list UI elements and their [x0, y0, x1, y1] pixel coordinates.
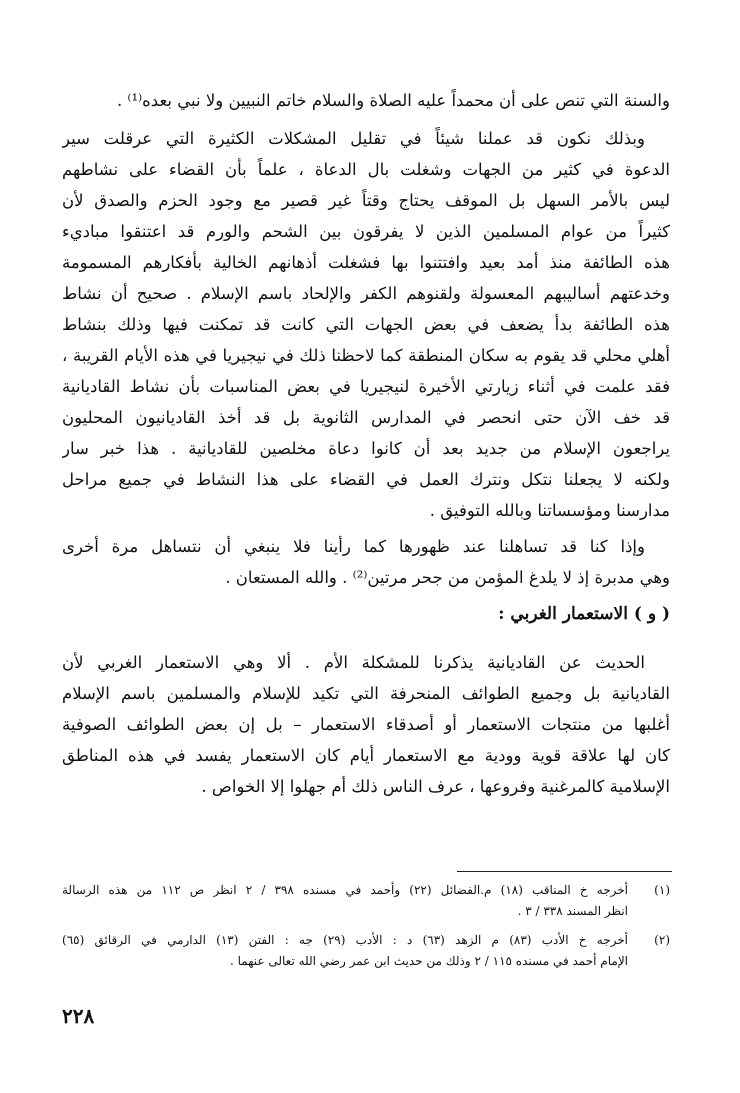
page-number: ٢٢٨	[62, 1004, 95, 1028]
body-line: مدارسنا ومؤسساتنا وبالله التوفيق .	[429, 501, 670, 520]
body-line: ولكنه لا يجعلنا نتكل ونترك العمل في القضاء على هذا النشاط في جميع مراحل	[62, 470, 670, 489]
body-line: هذه الطائفة منذ أمد بعيد وافتتنوا بها فشغلت أذهانهم الخالية بأفكارهم المسمومة	[62, 253, 670, 272]
body-line: الحديث عن القاديانية يذكرنا للمشكلة الأم . ألا وهي الاستعمار الغربي لأن	[62, 653, 645, 672]
body-line: وهي مدبرة إذ لا يلدغ المؤمن من جحر مرتين⁽²⁾ . والله المستعان .	[225, 568, 670, 587]
body-line: قد خف الآن حتى انحصر في المدارس الثانوية بل قد أخذ القاديانيون المحليون	[62, 408, 670, 427]
body-line: هذه الطائفة بدأ يضعف في بعض الجهات التي كانت قد تمكنت فيها وذلك بنشاط	[62, 315, 670, 334]
body-line: أغلبها من منتجات الاستعمار أو أصدقاء الاستعمار – بل إن بعض الطوائف الصوفية	[62, 715, 670, 734]
body-line: وبذلك نكون قد عملنا شيئاً في تقليل المشكلات الكثيرة التي عرقلت سير	[62, 129, 645, 148]
body-line: وخدعتهم أساليبهم المعسولة ولقنوهم الكفر والإلحاد باسم الإسلام . صحيح أن نشاط	[62, 284, 670, 303]
footnote-1	[62, 880, 670, 922]
body-line: أهلي محلي قد يقوم به سكان المنطقة كما لاحظنا ذلك في نيجيريا في هذه الأيام القريبة ،	[62, 346, 670, 365]
body-line: كثيراً من عوام المسلمين الذين لا يفرقون بين الشحم والورم قد اعتنقوا مباديء	[62, 222, 670, 241]
body-line: الدعوة في كثير من الجهات وشغلت بال الدعاة ، علماً بأن القضاء على نشاطهم	[62, 160, 670, 179]
body-line: يراجعون الإسلام من جديد بعد أن كانوا دعاة مخلصين للقاديانية . هذا خبر سار	[62, 439, 670, 458]
footnote-2	[62, 930, 670, 972]
body-line: كان لها علاقة قوية وودية مع الاستعمار أيام كان الاستعمار يفسد في هذه المناطق	[62, 746, 670, 765]
body-line: وإذا كنا قد تساهلنا عند ظهورها كما رأينا فلا ينبغي أن نتساهل مرة أخرى	[62, 537, 645, 556]
section-heading: ( و ) الاستعمار الغربي :	[498, 604, 670, 624]
footnote-number: (٢)	[654, 933, 670, 947]
footnote-line: الإمام أحمد في مسنده ١١٥ / ٢ وذلك من حديث ابن عمر رضي الله تعالى عنهما .	[229, 954, 628, 968]
body-line: القاديانية بل وجميع الطوائف المنحرفة التي تكيد للإسلام والمسلمين باسم الإسلام	[62, 684, 670, 703]
body-line: فقد علمت في أثناء زيارتي الأخيرة لنيجيريا في بعض المناسبات بأن نشاط القاديانية	[62, 377, 670, 396]
footnote-number: (١)	[654, 883, 670, 897]
body-line: والسنة التي تنص على أن محمداً عليه الصلاة والسلام خاتم النبيين ولا نبي بعده⁽¹⁾ .	[116, 91, 670, 110]
footnote-line: أخرجه خ الأدب (٨٣) م الزهد (٦٣) د : الأدب (٢٩) جه : الفتن (١٣) الدارمي في الرقائق (٦٥)	[62, 933, 628, 947]
footnote-separator	[457, 871, 672, 872]
body-line: ليس بالأمر السهل بل الموقف يحتاج وقتاً غير قصير مع وجود الحزم والصدق لأن	[62, 191, 670, 210]
body-line: الإسلامية كالمرغنية وفروعها ، عرف الناس ذلك أم جهلوا إلا الخواص .	[201, 777, 670, 796]
footnote-line: انظر المسند ٣٣٨ / ٣ .	[517, 904, 628, 918]
footnote-line: أخرجه خ المناقب (١٨) م.الفضائل (٢٢) وأحمد في مسنده ٣٩٨ / ٢ انظر ص ١١٢ من هذه الرسالة	[62, 883, 628, 897]
